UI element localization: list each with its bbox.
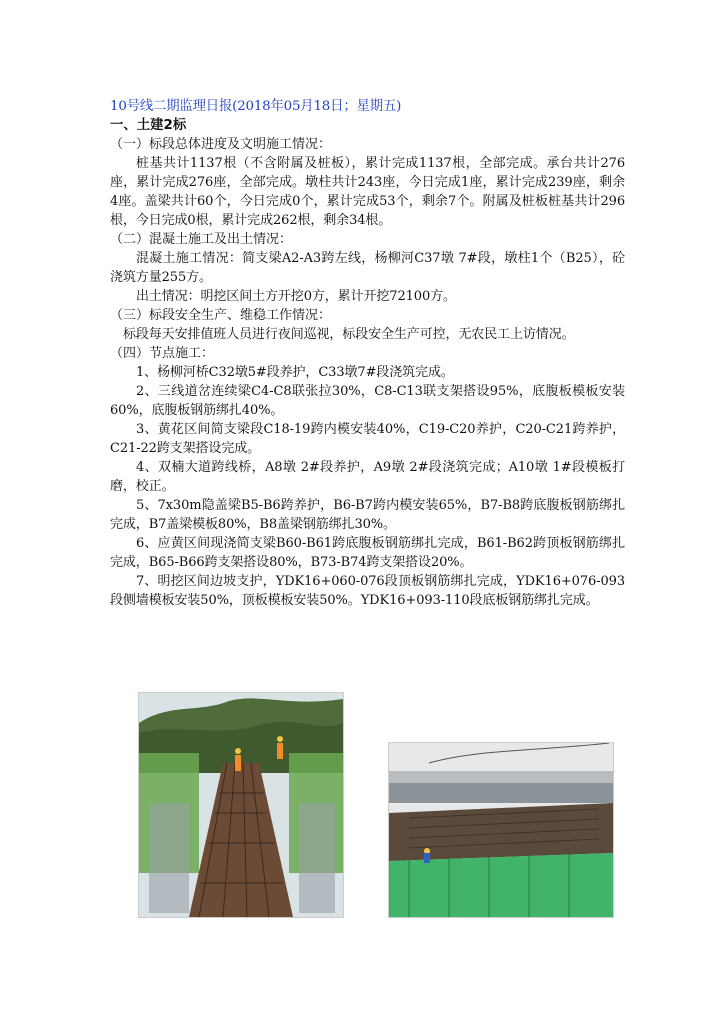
site-photo-excavation-image <box>389 743 613 917</box>
list-item: 3、黄花区间简支梁段C18-19跨内模安装40%，C19-C20养护，C20-C21跨养护，C21-22跨支架搭设完成。 <box>110 422 625 456</box>
paragraph-concrete: 混凝土施工情况：简支梁A2-A3跨左线，杨柳河C37墩 7#段，墩柱1个（B25），砼浇筑方量255方。 <box>110 251 625 285</box>
photo-row <box>138 692 614 917</box>
site-photo-bridge <box>138 692 344 918</box>
site-photo-excavation <box>388 742 614 918</box>
subheading-progress: （一）标段总体进度及文明施工情况： <box>110 137 332 152</box>
list-item: 6、应黄区间现浇简支梁B60-B61跨底腹板钢筋绑扎完成，B61-B62跨顶板钢筋绑扎完成，B65-B66跨支架搭设80%，B73-B74跨支架搭设20%。 <box>110 536 625 570</box>
report-title: 10号线二期监理日报(2018年05月18日；星期五) <box>110 99 402 114</box>
list-item: 5、7x30m隐盖梁B5-B6跨养护，B6-B7跨内模安装65%，B7-B8跨底腹板钢筋绑扎完成，B7盖梁模板80%，B8盖梁钢筋绑扎30%。 <box>110 498 625 532</box>
paragraph-safety: 标段每天安排值班人员进行夜间巡视，标段安全生产可控，无农民工上访情况。 <box>123 327 575 342</box>
report-page <box>110 97 625 610</box>
paragraph-earthwork: 出土情况：明挖区间土方开挖0方，累计开挖72100方。 <box>136 289 456 304</box>
list-item: 2、三线道岔连续梁C4-C8联张拉30%，C8-C13联支架搭设95%，底腹板模板安装60%，底腹板钢筋绑扎40%。 <box>110 384 625 418</box>
paragraph-progress: 桩基共计1137根（不含附属及桩板），累计完成1137根，全部完成。承台共计276座，累计完成276座，全部完成。墩柱共计243座，今日完成1座，累计完成239座，剩余4座。盖梁共计60个，今日完成0个，累计完成53个，剩余7个。附属及桩板桩基共计296根，今日完成0根，累计完成262根，剩余34根。 <box>110 156 625 228</box>
section-heading: 一、土建2标 <box>110 118 187 133</box>
list-item: 4、双楠大道跨线桥，A8墩 2#段养护，A9墩 2#段浇筑完成；A10墩 1#段模板打磨，校正。 <box>110 460 625 494</box>
subheading-nodes: （四）节点施工： <box>110 346 215 361</box>
list-item: 1、杨柳河桥C32墩5#段养护，C33墩7#段浇筑完成。 <box>136 365 454 380</box>
site-photo-bridge-image <box>139 693 343 917</box>
subheading-safety: （三）标段安全生产、维稳工作情况： <box>110 308 332 323</box>
subheading-concrete: （二）混凝土施工及出土情况： <box>110 232 293 247</box>
list-item: 7、明挖区间边坡支护，YDK16+060-076段顶板钢筋绑扎完成，YDK16+076-093段侧墙模板安装50%，顶板模板安装50%。YDK16+093-110段底板钢筋绑扎完成。 <box>110 574 625 608</box>
